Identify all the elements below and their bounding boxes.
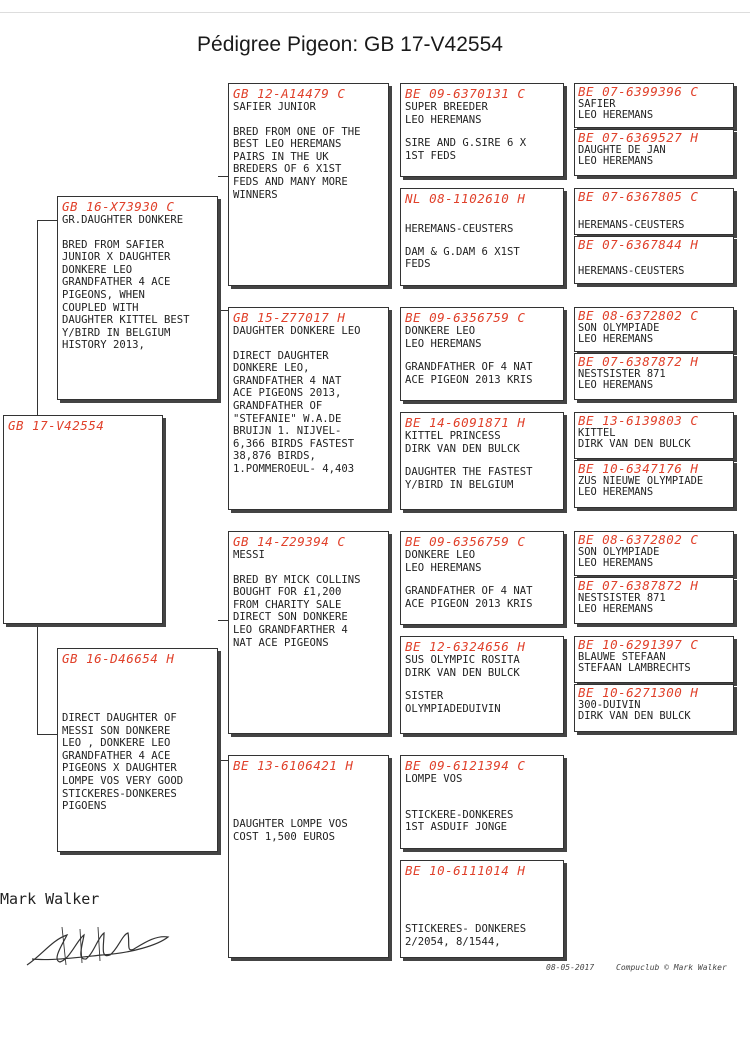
gen4-name: ZUS NIEUWE OLYMPIADE LEO HEREMANS [578, 475, 704, 499]
gen3-ring-id: BE 09-6121394 C [405, 758, 526, 773]
gen3-ring-id: BE 09-6356759 C [405, 534, 526, 549]
dam-ring-id: GB 16-D46654 H [62, 651, 175, 666]
gen2-name: SAFIER JUNIOR [233, 101, 316, 113]
gen3-name: SUPER BREEDER LEO HEREMANS [405, 101, 488, 126]
gen3-ring-id: BE 12-6324656 H [405, 639, 526, 654]
gen2-box [228, 83, 389, 286]
gen3-name: SUS OLYMPIC ROSITA DIRK VAN DEN BULCK [405, 654, 520, 679]
gen3-box [400, 188, 564, 286]
gen3-box [400, 860, 564, 958]
gen2-ring-id: BE 13-6106421 H [233, 758, 354, 773]
subject-ring-id: GB 17-V42554 [8, 418, 105, 433]
gen2-box [228, 755, 389, 958]
subject-box [3, 415, 163, 624]
gen4-name: NESTSISTER 871 LEO HEREMANS [578, 368, 666, 392]
sire-name: GR.DAUGHTER DONKERE [62, 214, 184, 226]
gen4-ring-id: BE 08-6372802 C [578, 308, 699, 323]
gen4-ring-id: BE 13-6139803 C [578, 413, 699, 428]
gen4-box [574, 684, 734, 732]
gen4-box [574, 636, 734, 683]
gen3-box [400, 83, 564, 177]
gen4-name: SAFIER LEO HEREMANS [578, 98, 654, 122]
gen4-ring-id: BE 10-6271300 H [578, 685, 699, 700]
sire-box [57, 196, 218, 400]
gen3-notes: SIRE AND G.SIRE 6 X 1ST FEDS [405, 137, 527, 162]
signature-image [22, 915, 172, 970]
gen2-name: DAUGHTER DONKERE LEO [233, 325, 361, 337]
dam-box [57, 648, 218, 852]
gen3-name: LOMPE VOS [405, 773, 463, 785]
gen3-name: KITTEL PRINCESS DIRK VAN DEN BULCK [405, 430, 520, 455]
gen4-name: HEREMANS-CEUSTERS [578, 265, 685, 277]
gen3-notes: GRANDFATHER OF 4 NAT ACE PIGEON 2013 KRIS [405, 585, 533, 610]
gen4-ring-id: BE 07-6399396 C [578, 84, 699, 99]
gen4-name: DAUGHTE DE JAN LEO HEREMANS [578, 144, 666, 168]
dam-notes: DIRECT DAUGHTER OF MESSI SON DONKERE LEO , DONKERE LEO GRANDFATHER 4 ACE PIGEONS X DAUGHTER LOMPE VOS VERY GOOD STICKERES-DONKERES PIGOENS [62, 712, 184, 813]
gen3-box [400, 755, 564, 849]
top-rule [0, 12, 750, 13]
gen3-notes: GRANDFATHER OF 4 NAT ACE PIGEON 2013 KRIS [405, 361, 533, 386]
connector [37, 622, 38, 734]
gen4-name: SON OLYMPIADE LEO HEREMANS [578, 546, 660, 570]
connector [37, 220, 57, 221]
gen4-box [574, 531, 734, 576]
gen3-ring-id: BE 14-6091871 H [405, 415, 526, 430]
gen4-ring-id: BE 07-6367805 C [578, 189, 699, 204]
sire-notes: BRED FROM SAFIER JUNIOR X DAUGHTER DONKERE LEO GRANDFATHER 4 ACE PIGEONS, WHEN COUPLED WITH DAUGHTER KITTEL BEST Y/BIRD IN BELGIUM HISTORY 2013, [62, 238, 190, 352]
gen2-name: MESSI [233, 549, 265, 561]
connector [218, 620, 228, 621]
gen3-box [400, 636, 564, 734]
gen4-box [574, 188, 734, 235]
connector [218, 176, 228, 177]
footer-date: 08-05-2017 [546, 963, 595, 972]
gen3-name: DONKERE LEO LEO HEREMANS [405, 549, 482, 574]
gen3-ring-id: BE 10-6111014 H [405, 863, 526, 878]
gen4-box [574, 412, 734, 459]
gen4-box [574, 129, 734, 176]
gen2-ring-id: GB 15-Z77017 H [233, 310, 346, 325]
gen3-ring-id: NL 08-1102610 H [405, 191, 526, 206]
gen4-name: NESTSISTER 871 LEO HEREMANS [578, 592, 666, 616]
gen4-ring-id: BE 07-6387872 H [578, 578, 699, 593]
gen4-box [574, 236, 734, 284]
gen4-name: BLAUWE STEFAAN STEFAAN LAMBRECHTS [578, 651, 691, 675]
connector [37, 734, 57, 735]
gen3-ring-id: BE 09-6356759 C [405, 310, 526, 325]
footer-credit: Compuclub © Mark Walker [616, 963, 727, 972]
gen4-box [574, 460, 734, 508]
gen3-box [400, 412, 564, 510]
gen2-box [228, 307, 389, 510]
gen4-ring-id: BE 08-6372802 C [578, 532, 699, 547]
gen4-ring-id: BE 10-6347176 H [578, 461, 699, 476]
gen3-notes: SISTER OLYMPIADEDUIVIN [405, 690, 501, 715]
gen4-box [574, 353, 734, 400]
gen3-box [400, 307, 564, 401]
connector [37, 220, 38, 418]
gen2-ring-id: GB 12-A14479 C [233, 86, 346, 101]
gen3-name: HEREMANS-CEUSTERS [405, 223, 514, 235]
gen2-notes: DAUGHTER LOMPE VOS COST 1,500 EUROS [233, 818, 348, 843]
gen3-notes: STICKERES- DONKERES 2/2054, 8/1544, [405, 923, 527, 948]
gen3-notes: STICKERE-DONKERES 1ST ASDUIF JONGE [405, 808, 514, 834]
gen4-box [574, 577, 734, 624]
gen4-ring-id: BE 07-6387872 H [578, 354, 699, 369]
gen3-ring-id: BE 09-6370131 C [405, 86, 526, 101]
sire-ring-id: GB 16-X73930 C [62, 199, 175, 214]
page-title: Pédigree Pigeon: GB 17-V42554 [197, 33, 503, 56]
gen2-notes: BRED BY MICK COLLINS BOUGHT FOR £1,200 FROM CHARITY SALE DIRECT SON DONKERE LEO GRANDFARTHER 4 NAT ACE PIGEONS [233, 573, 361, 649]
gen2-notes: DIRECT DAUGHTER DONKERE LEO, GRANDFATHER 4 NAT ACE PIGEONS 2013, GRANDFATHER OF "STEFANIE" W.A.DE BRUIJN 1. NIJVEL- 6,366 BIRDS FASTEST 38,876 BIRDS, 1.POMMEROEUL- 4,403 [233, 349, 355, 475]
gen3-notes: DAUGHTER THE FASTEST Y/BIRD IN BELGIUM [405, 466, 533, 491]
gen2-box [228, 531, 389, 734]
gen2-ring-id: GB 14-Z29394 C [233, 534, 346, 549]
owner-name: Mark Walker [0, 890, 100, 908]
gen4-name: HEREMANS-CEUSTERS [578, 219, 685, 231]
gen3-box [400, 531, 564, 625]
connector [218, 310, 228, 311]
gen4-name: 300-DUIVIN DIRK VAN DEN BULCK [578, 699, 691, 723]
gen4-ring-id: BE 10-6291397 C [578, 637, 699, 652]
gen3-name: DONKERE LEO LEO HEREMANS [405, 325, 482, 350]
gen4-name: KITTEL DIRK VAN DEN BULCK [578, 427, 691, 451]
gen4-box [574, 307, 734, 352]
gen3-notes: DAM & G.DAM 6 X1ST FEDS [405, 245, 520, 271]
connector [218, 760, 228, 761]
gen4-ring-id: BE 07-6367844 H [578, 237, 699, 252]
gen4-ring-id: BE 07-6369527 H [578, 130, 699, 145]
gen4-box [574, 83, 734, 128]
gen4-name: SON OLYMPIADE LEO HEREMANS [578, 322, 660, 346]
gen2-notes: BRED FROM ONE OF THE BEST LEO HEREMANS PAIRS IN THE UK BREDERS OF 6 X1ST FEDS AND MANY MORE WINNERS [233, 125, 361, 201]
